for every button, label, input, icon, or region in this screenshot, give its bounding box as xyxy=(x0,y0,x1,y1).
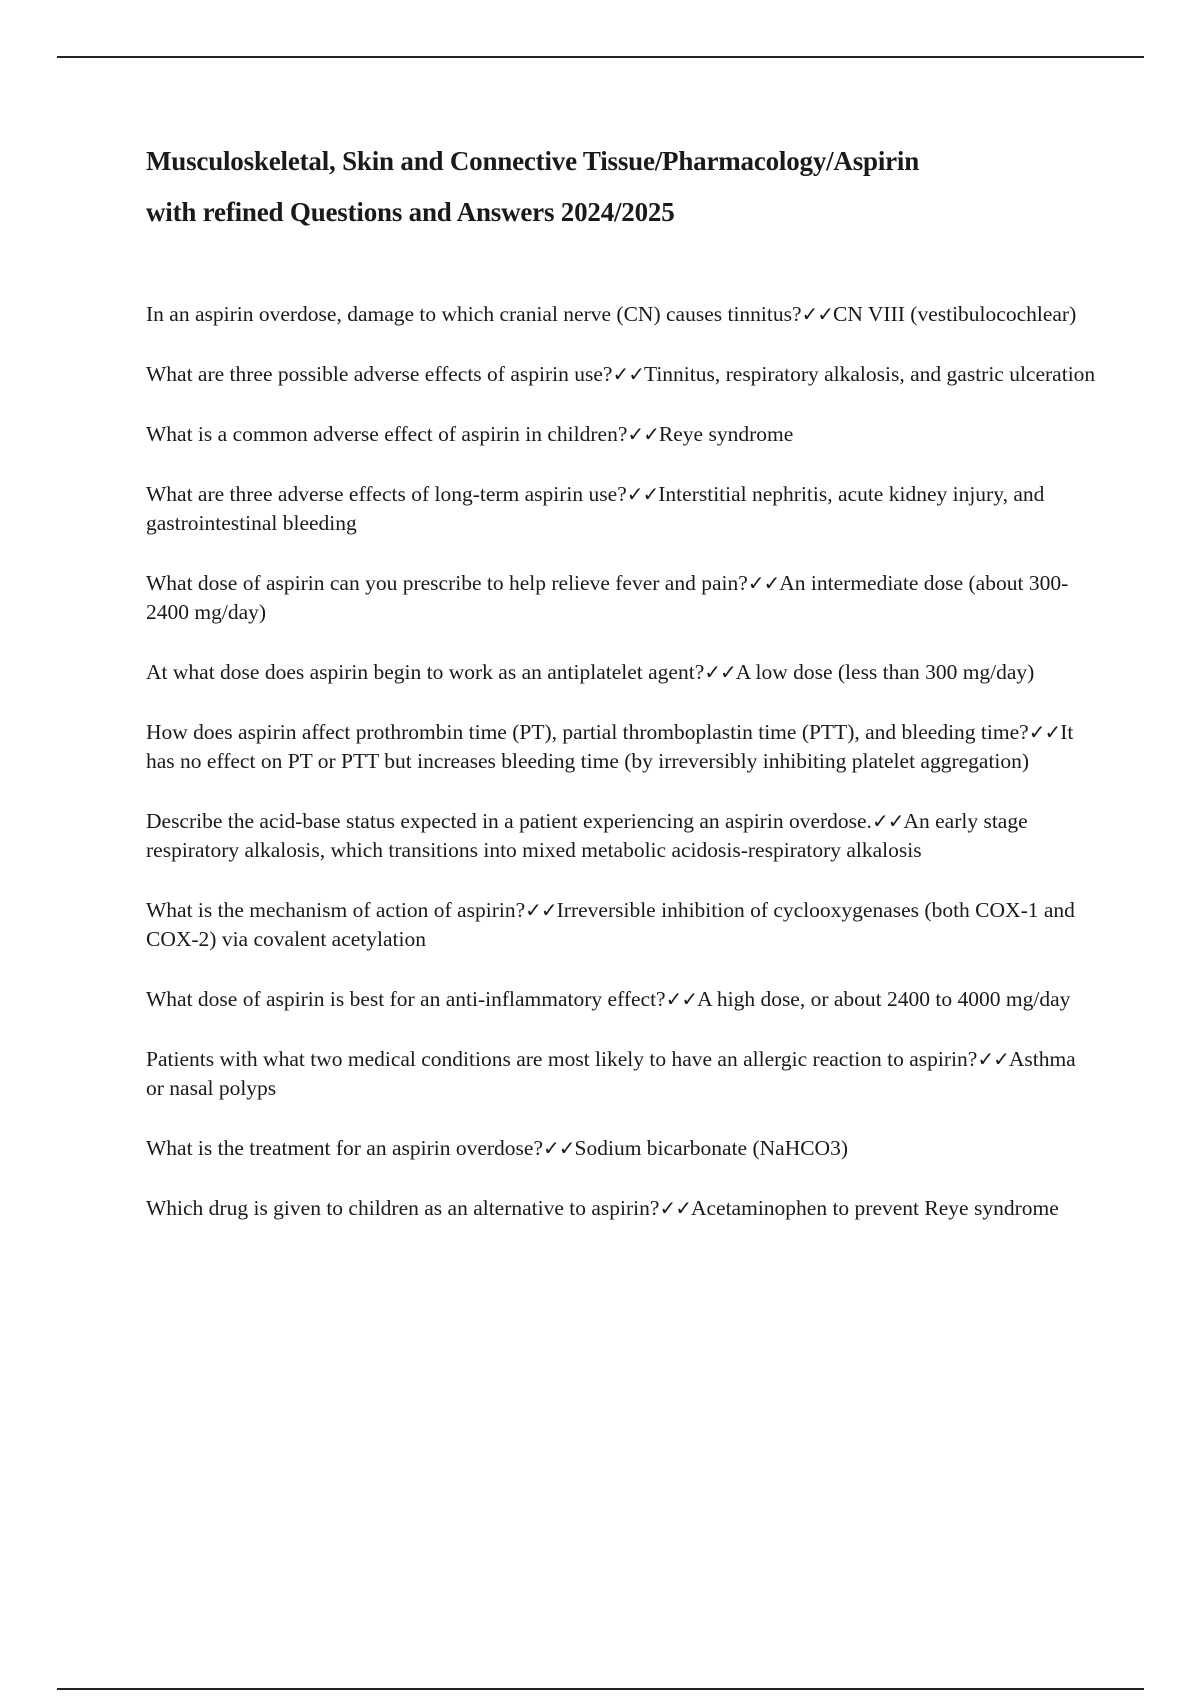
qa-item xyxy=(146,480,1096,538)
answer-text: Irreversible inhibition of cyclooxygenases (both COX-1 and COX-2) via covalent acetylation xyxy=(146,898,1075,951)
qa-item xyxy=(146,420,1096,449)
answer-text: Acetaminophen to prevent Reye syndrome xyxy=(690,1196,1059,1220)
answer-checkmark-icon: ✓✓ xyxy=(704,660,736,684)
qa-item xyxy=(146,985,1096,1014)
answer-checkmark-icon: ✓✓ xyxy=(659,1196,691,1220)
question-text: What is the treatment for an aspirin overdose? xyxy=(146,1136,544,1160)
answer-checkmark-icon: ✓✓ xyxy=(1028,720,1061,744)
question-text: What are three possible adverse effects of aspirin use? xyxy=(146,362,613,386)
answer-text: Asthma or nasal polyps xyxy=(146,1047,1076,1100)
answer-checkmark-icon: ✓✓ xyxy=(801,302,834,326)
answer-checkmark-icon: ✓✓ xyxy=(871,809,904,833)
answer-text: An intermediate dose (about 300-2400 mg/day) xyxy=(146,571,1069,624)
answer-text: Interstitial nephritis, acute kidney injury, and gastrointestinal bleeding xyxy=(146,482,1045,535)
answer-text: Tinnitus, respiratory alkalosis, and gastric ulceration xyxy=(643,362,1096,386)
qa-item xyxy=(146,360,1096,389)
question-text: What is a common adverse effect of aspirin in children? xyxy=(146,422,628,446)
question-text: Which drug is given to children as an alternative to aspirin? xyxy=(146,1196,660,1220)
qa-item xyxy=(146,1045,1096,1103)
question-text: What are three adverse effects of long-term aspirin use? xyxy=(146,482,627,506)
answer-checkmark-icon: ✓✓ xyxy=(543,1136,575,1160)
qa-item xyxy=(146,658,1096,687)
document-body xyxy=(146,136,1096,1254)
document-title xyxy=(146,136,1096,238)
answer-text: Reye syndrome xyxy=(658,422,794,446)
title-line-2: with refined Questions and Answers 2024/2025 xyxy=(146,197,675,227)
top-divider xyxy=(57,56,1144,58)
question-text: What is the mechanism of action of aspirin? xyxy=(146,898,526,922)
answer-text: A high dose, or about 2400 to 4000 mg/day xyxy=(697,987,1071,1011)
answer-checkmark-icon: ✓✓ xyxy=(977,1047,1009,1071)
answer-checkmark-icon: ✓✓ xyxy=(626,482,659,506)
answer-checkmark-icon: ✓✓ xyxy=(747,571,780,595)
qa-item xyxy=(146,300,1096,329)
question-text: Patients with what two medical conditions are most likely to have an allergic reaction to aspirin? xyxy=(146,1047,978,1071)
qa-item xyxy=(146,569,1096,627)
answer-text: An early stage respiratory alkalosis, which transitions into mixed metabolic acidosis-respiratory alkalosis xyxy=(146,809,1028,862)
answer-text: It has no effect on PT or PTT but increases bleeding time (by irreversibly inhibiting platelet aggregation) xyxy=(146,720,1074,773)
qa-item xyxy=(146,807,1096,865)
bottom-divider xyxy=(57,1688,1144,1690)
answer-text: Sodium bicarbonate (NaHCO3) xyxy=(574,1136,848,1160)
answer-checkmark-icon: ✓✓ xyxy=(665,987,698,1011)
title-line-1: Musculoskeletal, Skin and Connective Tissue/Pharmacology/Aspirin xyxy=(146,146,920,176)
question-text: What dose of aspirin can you prescribe to help relieve fever and pain? xyxy=(146,571,748,595)
question-text: How does aspirin affect prothrombin time (PT), partial thromboplastin time (PTT), and bleeding time? xyxy=(146,720,1029,744)
question-text: At what dose does aspirin begin to work as an antiplatelet agent? xyxy=(146,660,705,684)
answer-text: CN VIII (vestibulocochlear) xyxy=(833,302,1077,326)
answer-checkmark-icon: ✓✓ xyxy=(612,362,644,386)
answer-text: A low dose (less than 300 mg/day) xyxy=(735,660,1035,684)
question-text: In an aspirin overdose, damage to which cranial nerve (CN) causes tinnitus? xyxy=(146,302,802,326)
qa-item xyxy=(146,718,1096,776)
qa-item xyxy=(146,1194,1096,1223)
answer-checkmark-icon: ✓✓ xyxy=(525,898,557,922)
qa-list xyxy=(146,300,1096,1223)
qa-item xyxy=(146,896,1096,954)
question-text: Describe the acid-base status expected in a patient experiencing an aspirin overdose. xyxy=(146,809,872,833)
answer-checkmark-icon: ✓✓ xyxy=(627,422,659,446)
question-text: What dose of aspirin is best for an anti-inflammatory effect? xyxy=(146,987,666,1011)
qa-item xyxy=(146,1134,1096,1163)
